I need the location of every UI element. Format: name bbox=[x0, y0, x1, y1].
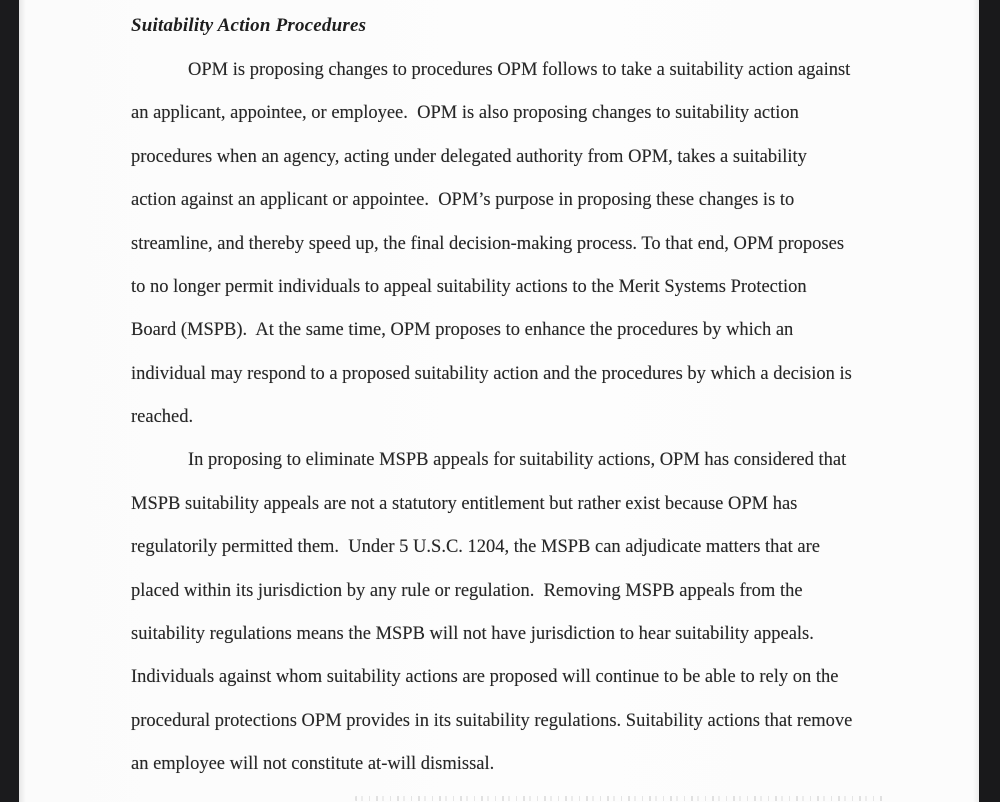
text-line: procedures when an agency, acting under delegated authority from OPM, takes a suitability bbox=[131, 146, 807, 167]
letterbox-right-bar bbox=[979, 0, 1000, 802]
text-line: In proposing to eliminate MSPB appeals for suitability actions, OPM has considered that bbox=[188, 450, 847, 471]
text-line: MSPB suitability appeals are not a statutory entitlement but rather exist because OPM has bbox=[131, 493, 798, 514]
document-body bbox=[131, 49, 903, 786]
text-line: reached. bbox=[131, 407, 194, 427]
document-page bbox=[19, 0, 979, 802]
text-line: regulatorily permitted them. Under 5 U.S.C. 1204, the MSPB can adjudicate matters that are bbox=[131, 537, 820, 558]
text-line: Board (MSPB). At the same time, OPM proposes to enhance the procedures by which an bbox=[131, 320, 794, 341]
clipped-next-line-fragment bbox=[355, 796, 883, 801]
text-line: action against an applicant or appointee. OPM’s purpose in proposing these changes is to bbox=[131, 190, 795, 211]
text-line: individual may respond to a proposed suitability action and the procedures by which a decision is bbox=[131, 363, 852, 384]
text-line: placed within its jurisdiction by any rule or regulation. Removing MSPB appeals from the bbox=[131, 580, 803, 601]
text-line: OPM is proposing changes to procedures OPM follows to take a suitability action against bbox=[188, 60, 851, 80]
letterbox-left-bar bbox=[0, 0, 19, 802]
document-title: Suitability Action Procedures bbox=[131, 15, 367, 36]
text-line: to no longer permit individuals to appeal suitability actions to the Merit Systems Protection bbox=[131, 276, 807, 297]
text-line: an employee will not constitute at-will dismissal. bbox=[131, 754, 495, 774]
text-line: suitability regulations means the MSPB will not have jurisdiction to hear suitability appeals. bbox=[131, 623, 814, 644]
text-line: Individuals against whom suitability actions are proposed will continue to be able to rely on the bbox=[131, 667, 839, 688]
text-line: streamline, and thereby speed up, the final decision-making process. To that end, OPM proposes bbox=[131, 233, 845, 254]
text-line: an applicant, appointee, or employee. OPM is also proposing changes to suitability action bbox=[131, 103, 799, 124]
text-line: procedural protections OPM provides in its suitability regulations. Suitability actions that remove bbox=[131, 710, 853, 731]
